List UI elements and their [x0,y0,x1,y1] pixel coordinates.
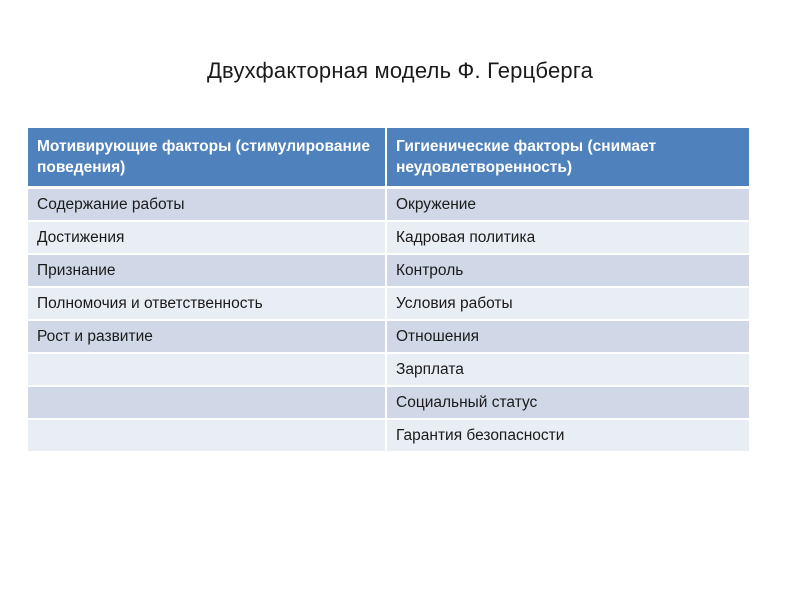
motivating-factor-cell: Полномочия и ответственность [28,287,386,320]
hygiene-factor-cell: Гарантия безопасности [386,419,749,452]
table-row [28,188,749,222]
motivating-factor-cell [28,353,386,386]
table-row [28,287,749,320]
header-motivating-factors: Мотивирующие факторы (стимулирование поведения) [28,128,386,188]
hygiene-factor-cell: Отношения [386,320,749,353]
table-row [28,254,749,287]
hygiene-factor-cell: Условия работы [386,287,749,320]
hygiene-factor-cell: Контроль [386,254,749,287]
table-row [28,353,749,386]
table-row [28,386,749,419]
hygiene-factor-cell: Социальный статус [386,386,749,419]
motivating-factor-cell: Рост и развитие [28,320,386,353]
motivating-factor-cell: Содержание работы [28,188,386,222]
hygiene-factor-cell: Окружение [386,188,749,222]
header-hygiene-factors: Гигиенические факторы (снимает неудовлетворенность) [386,128,749,188]
hygiene-factor-cell: Кадровая политика [386,221,749,254]
table-header-row [28,128,749,188]
table-row [28,419,749,452]
herzberg-table [28,128,749,453]
motivating-factor-cell [28,386,386,419]
table-row [28,320,749,353]
slide-title: Двухфакторная модель Ф. Герцберга [206,58,594,83]
motivating-factor-cell [28,419,386,452]
table-row [28,221,749,254]
motivating-factor-cell: Достижения [28,221,386,254]
hygiene-factor-cell: Зарплата [386,353,749,386]
motivating-factor-cell: Признание [28,254,386,287]
